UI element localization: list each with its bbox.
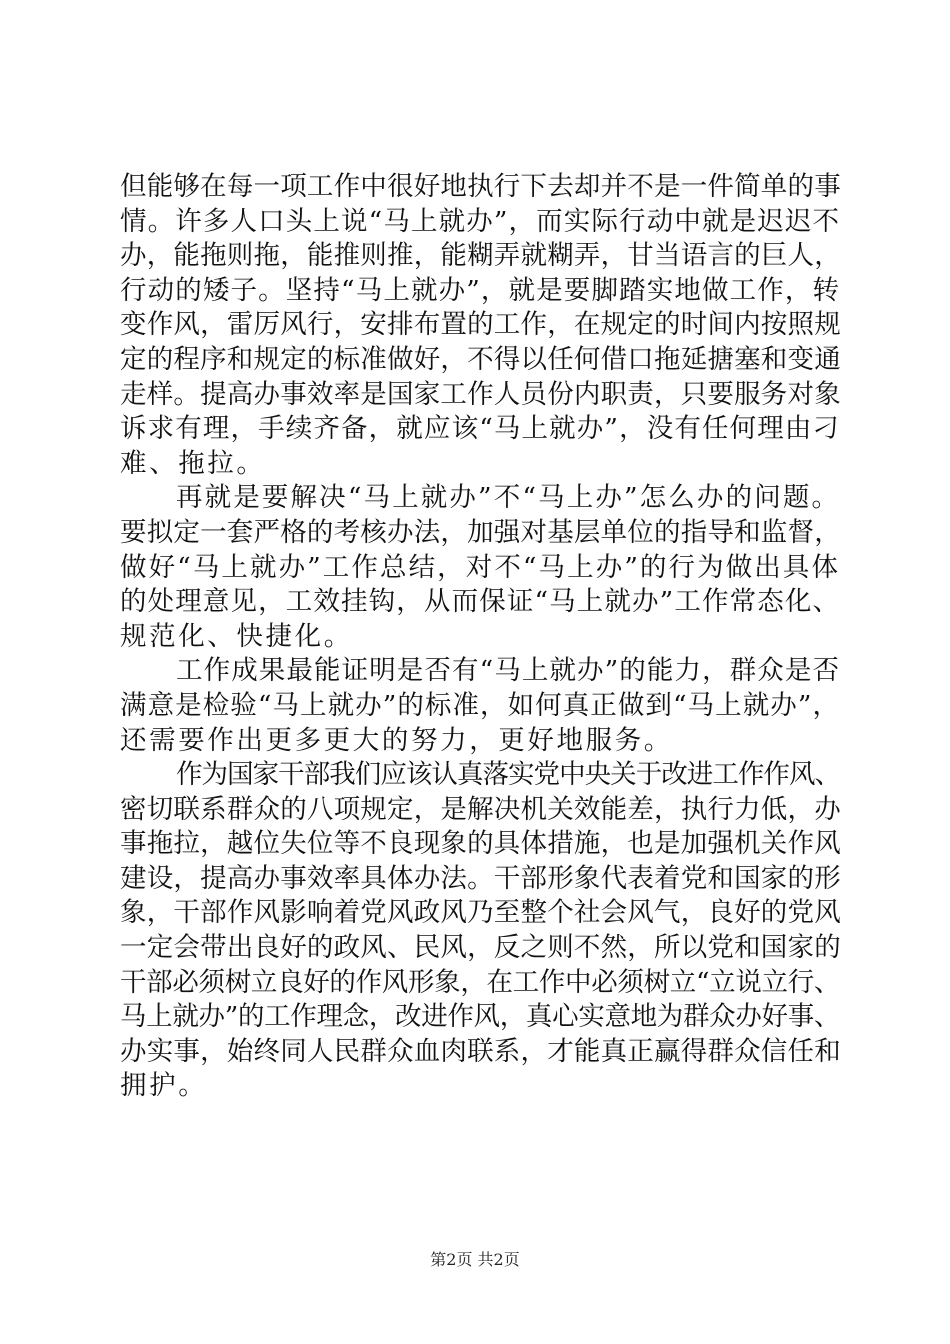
document-body bbox=[120, 170, 840, 1104]
text-line: 象，干部作风影响着党风政风乃至整个社会风气，良好的党风 bbox=[120, 897, 841, 929]
text-line: 还需要作出更多更大的努力，更好地服务。 bbox=[120, 724, 673, 756]
text-line: 做好“马上就办”工作总结，对不“马上办”的行为做出具体 bbox=[120, 551, 840, 583]
text-line: 要拟定一套严格的考核办法，加强对基层单位的指导和监督， bbox=[120, 516, 841, 548]
text-line: 办实事，始终同人民群众血肉联系，才能真正赢得群众信任和 bbox=[120, 1035, 841, 1067]
text-line: 马上就办”的工作理念，改进作风，真心实意地为群众办好事、 bbox=[120, 1001, 840, 1033]
text-line: 密切联系群众的八项规定，是解决机关效能差，执行力低，办 bbox=[120, 793, 841, 825]
text-line: 事拖拉，越位失位等不良现象的具体措施，也是加强机关作风 bbox=[120, 828, 841, 860]
text-line: 满意是检验“马上就办”的标准，如何真正做到“马上就办”， bbox=[120, 689, 840, 721]
text-line: 行动的矮子。坚持“马上就办”，就是要脚踏实地做工作，转 bbox=[120, 274, 840, 306]
text-line: 干部必须树立良好的作风形象，在工作中必须树立“立说立行、 bbox=[120, 966, 840, 998]
text-line: 工作成果最能证明是否有“马上就办”的能力，群众是否 bbox=[176, 655, 840, 687]
text-line: 走样。提高办事效率是国家工作人员份内职责，只要服务对象 bbox=[120, 378, 841, 410]
text-line: 办，能拖则拖，能推则推，能糊弄就糊弄，甘当语言的巨人， bbox=[120, 240, 841, 272]
text-line: 建设，提高办事效率具体办法。干部形象代表着党和国家的形 bbox=[120, 862, 841, 894]
text-line: 情。许多人口头上说“马上就办”，而实际行动中就是迟迟不 bbox=[120, 205, 840, 237]
page-footer: 第2页 共2页 bbox=[430, 1250, 520, 1269]
text-line: 拥护。 bbox=[120, 1070, 208, 1102]
text-line: 诉求有理，手续齐备，就应该“马上就办”，没有任何理由刁 bbox=[120, 413, 840, 445]
text-line: 再就是要解决“马上就办”不“马上办”怎么办的问题。 bbox=[176, 482, 840, 514]
text-line: 作为国家干部我们应该认真落实党中央关于改进工作作风、 bbox=[176, 759, 840, 791]
text-line: 规范化、快捷化。 bbox=[120, 620, 353, 652]
text-line: 定的程序和规定的标准做好，不得以任何借口拖延搪塞和变通 bbox=[120, 343, 841, 375]
text-line: 变作风，雷厉风行，安排布置的工作，在规定的时间内按照规 bbox=[120, 309, 841, 341]
text-line: 难、拖拉。 bbox=[120, 447, 266, 479]
text-line: 的处理意见，工效挂钩，从而保证“马上就办”工作常态化、 bbox=[120, 586, 840, 618]
text-line: 一定会带出良好的政风、民风，反之则不然，所以党和国家的 bbox=[120, 932, 841, 964]
text-line: 但能够在每一项工作中很好地执行下去却并不是一件简单的事 bbox=[120, 171, 841, 202]
